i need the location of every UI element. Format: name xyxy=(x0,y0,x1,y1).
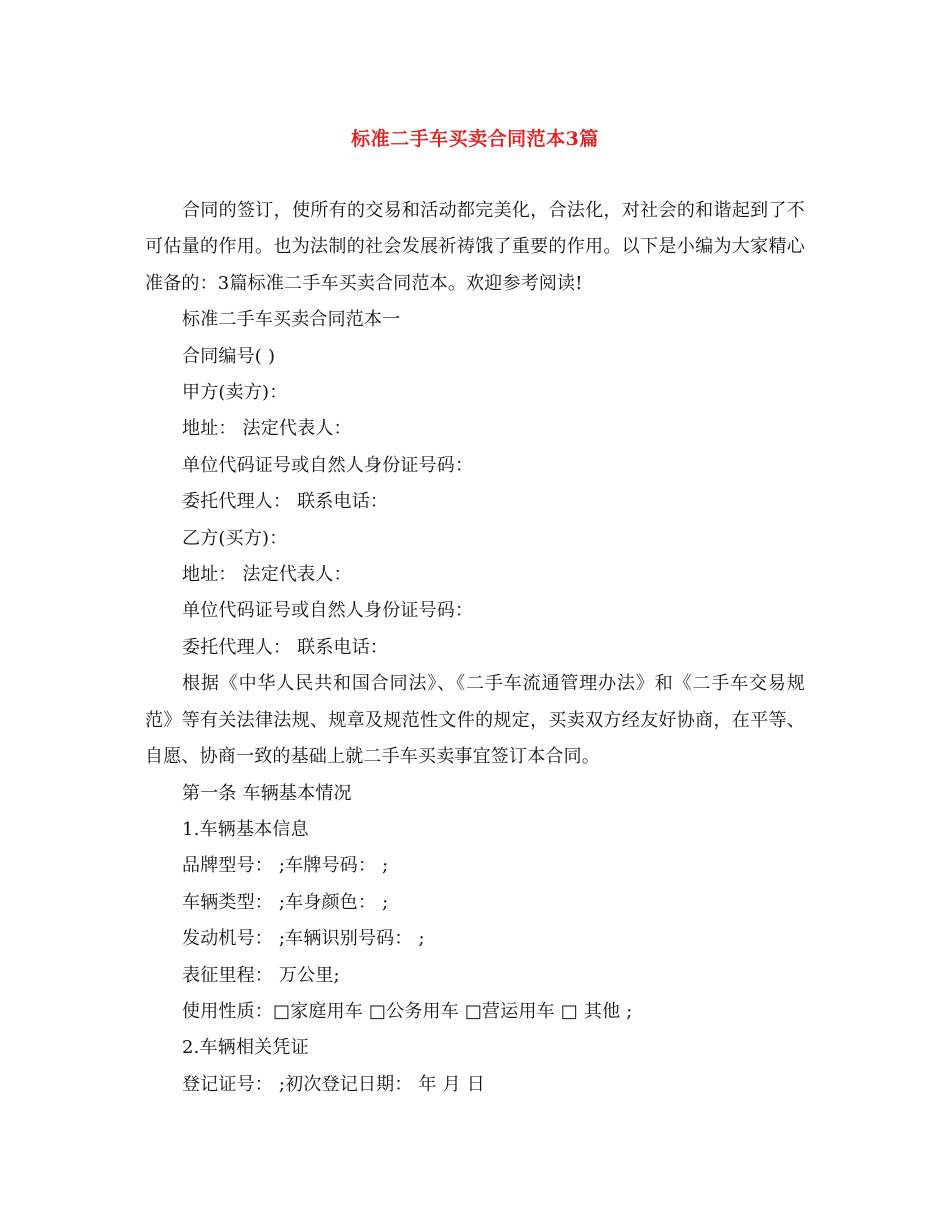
mileage-line: 表征里程： 万公里; xyxy=(182,964,340,986)
document-title: 标准二手车买卖合同范本3篇 xyxy=(351,128,599,150)
party-b-agent-line: 委托代理人： 联系电话： xyxy=(182,636,389,658)
document-body xyxy=(145,193,805,1103)
vehicle-info-heading: 1.车辆基本信息 xyxy=(182,818,309,840)
party-b-id-line: 单位代码证号或自然人身份证号码： xyxy=(182,600,474,622)
engine-vin-line: 发动机号： ;车辆识别号码： ; xyxy=(182,928,425,950)
party-a-id-line: 单位代码证号或自然人身份证号码： xyxy=(182,454,474,476)
party-a-address-line: 地址： 法定代表人： xyxy=(182,418,352,440)
party-a-heading: 甲方(卖方)： xyxy=(182,382,288,404)
intro-paragraph: 合同的签订，使所有的交易和活动都完美化，合法化，对社会的和谐起到了不可估量的作用。也为法制的社会发展祈祷饿了重要的作用。以下是小编为大家精心准备的：3篇标准二手车买卖合同范本。欢迎参考阅读! xyxy=(145,200,805,294)
registration-line: 登记证号： ;初次登记日期： 年 月 日 xyxy=(182,1073,485,1095)
party-b-heading: 乙方(买方)： xyxy=(182,527,288,549)
section-heading: 标准二手车买卖合同范本一 xyxy=(182,309,401,331)
legal-basis-paragraph: 根据《中华人民共和国合同法》、《二手车流通管理办法》和《二手车交易规范》等有关法律法规、规章及规范性文件的规定，买卖双方经友好协商，在平等、自愿、协商一致的基础上就二手车买卖事宜签订本合同。 xyxy=(145,673,805,768)
brand-plate-line: 品牌型号： ;车牌号码： ; xyxy=(182,855,389,877)
usage-type-line: 使用性质：□家庭用车 □公务用车 □营运用车 □ 其他 ; xyxy=(182,1000,633,1022)
type-color-line: 车辆类型： ;车身颜色： ; xyxy=(182,891,389,913)
party-b-address-line: 地址： 法定代表人： xyxy=(182,564,352,586)
vehicle-documents-heading: 2.车辆相关凭证 xyxy=(182,1037,309,1059)
article-one-heading: 第一条 车辆基本情况 xyxy=(182,782,352,804)
contract-number-line: 合同编号( ) xyxy=(182,345,276,367)
party-a-agent-line: 委托代理人： 联系电话： xyxy=(182,491,389,513)
